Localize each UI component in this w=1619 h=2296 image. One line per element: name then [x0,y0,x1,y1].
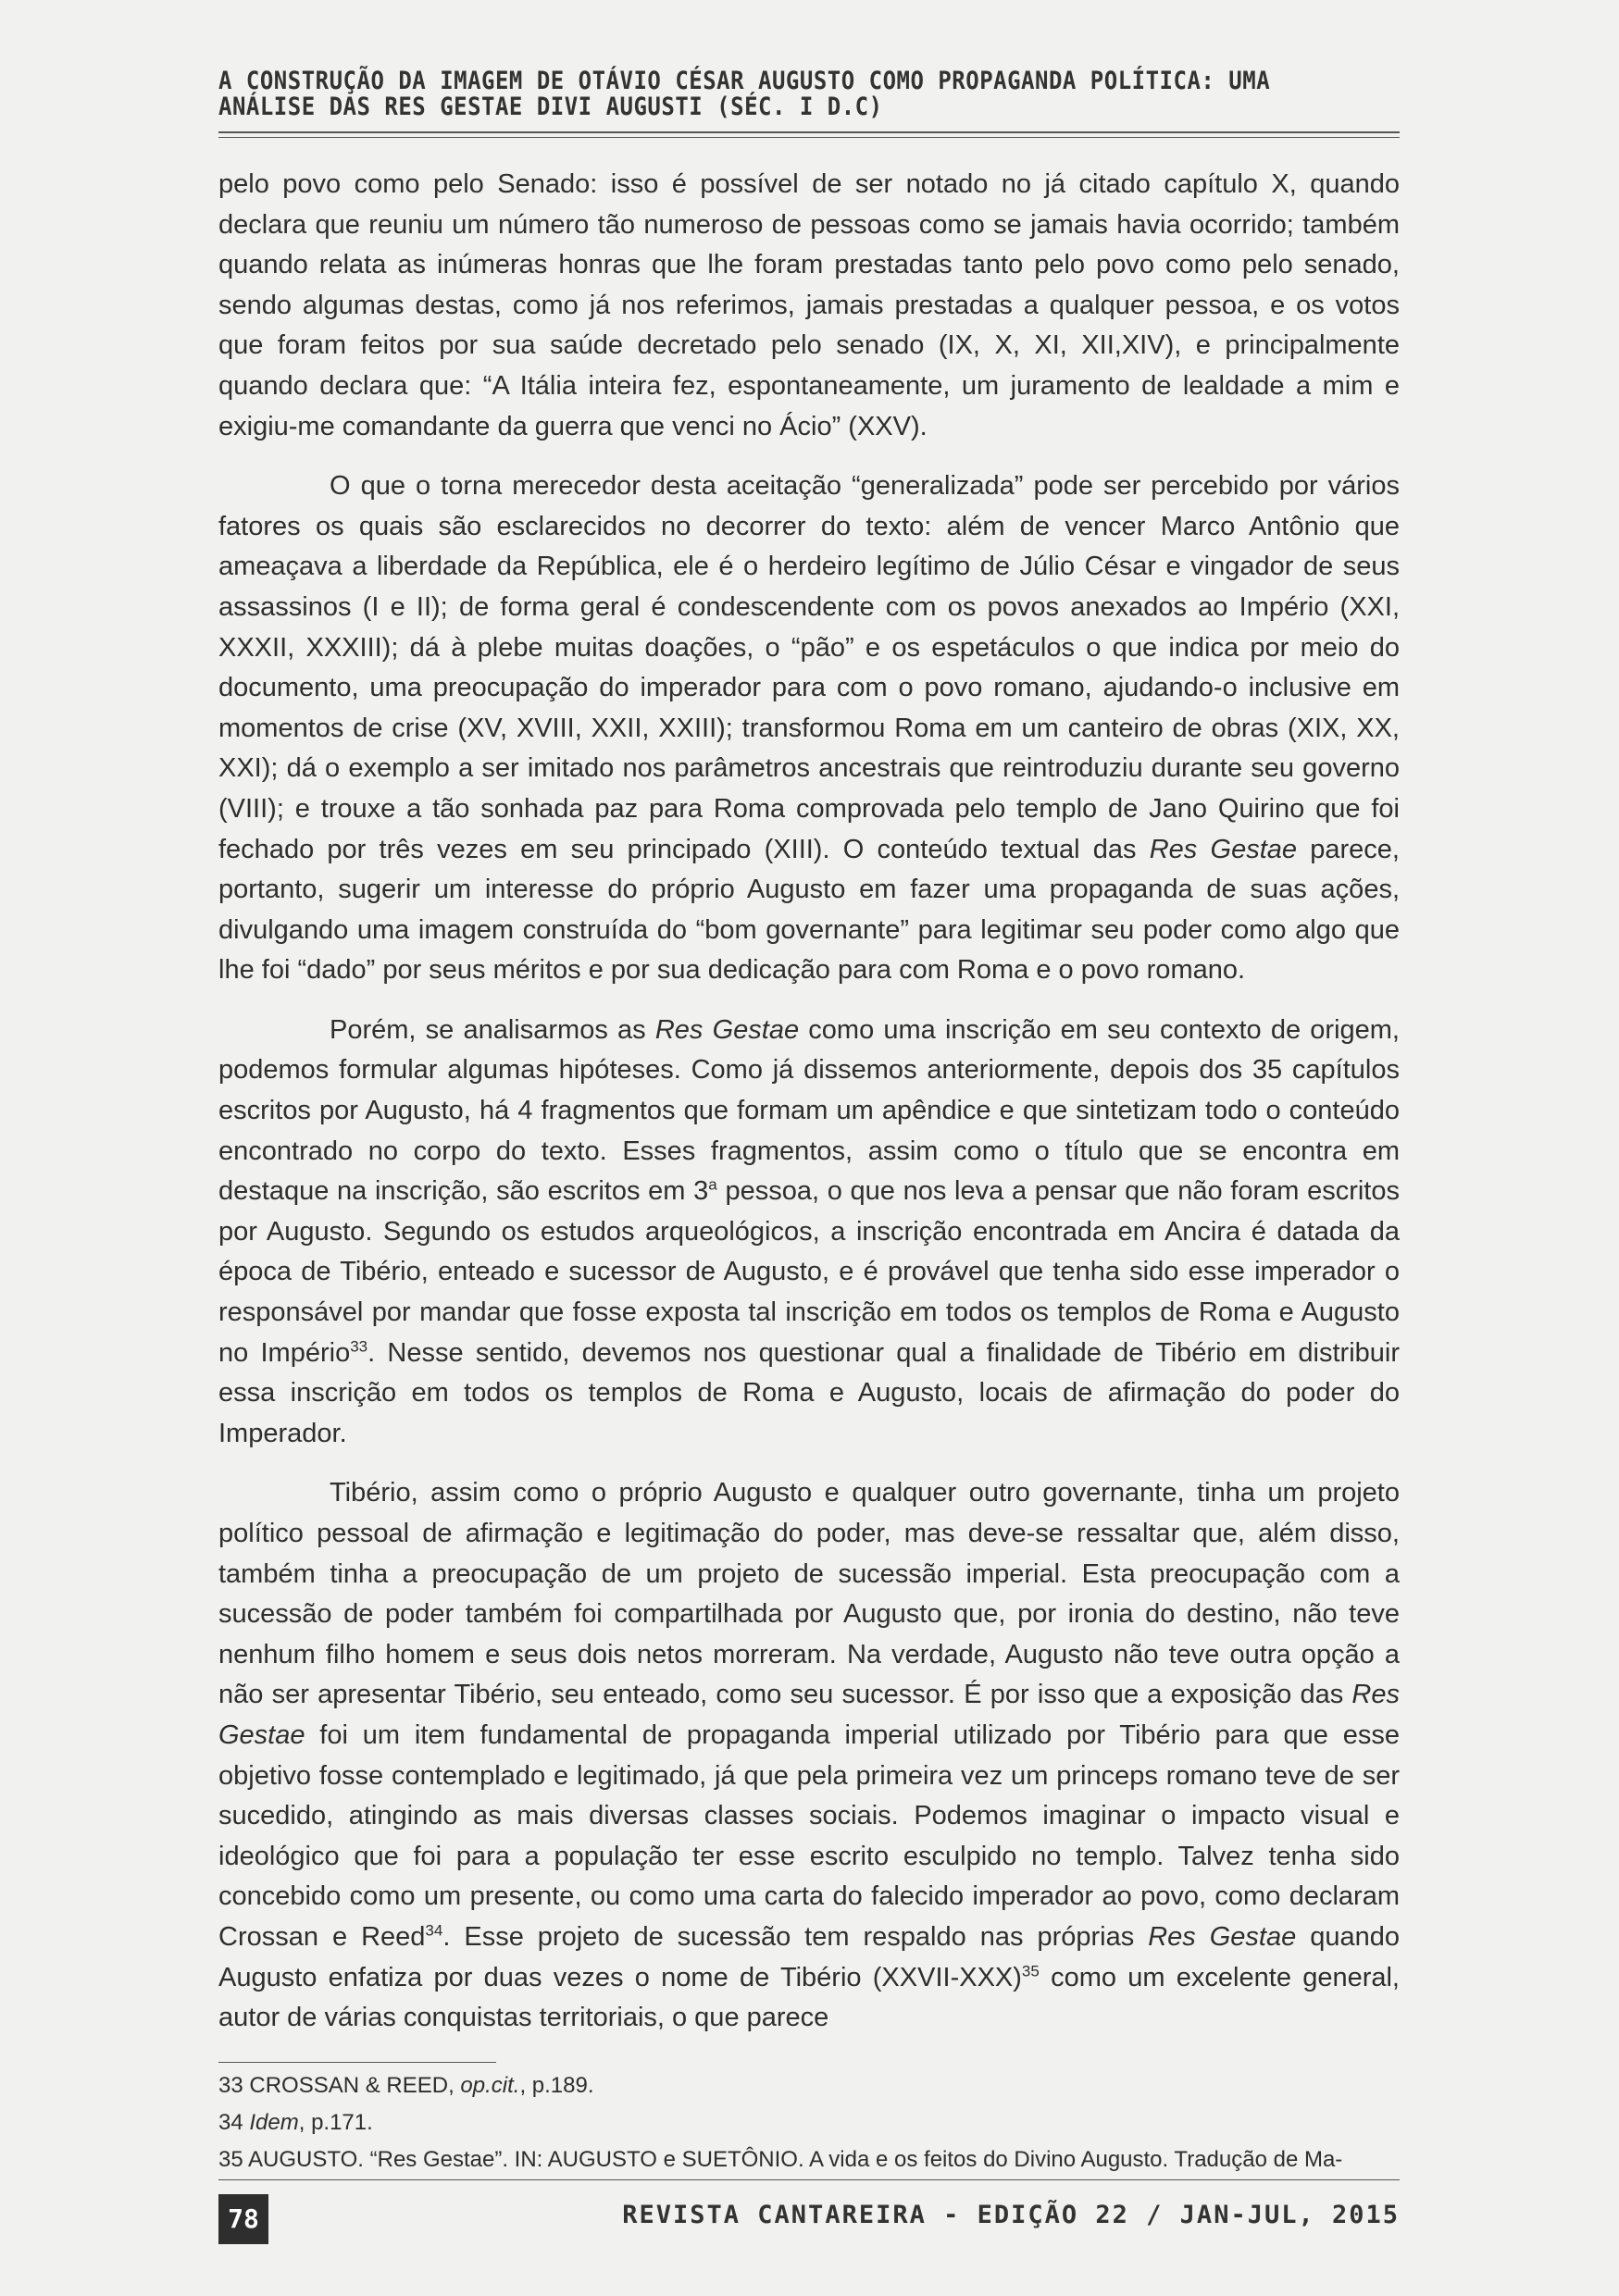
footnote-35: 35 AUGUSTO. “Res Gestae”. IN: AUGUSTO e SUETÔNIO. A vida e os feitos do Divino Augusto. Tradução de Ma- [218,2147,1343,2172]
paragraph-1 [218,165,1400,447]
footnote-33-text-b: , p.189. [519,2073,594,2098]
paragraph-4-text-d: quando Augusto enfatiza por duas vezes o nome de Tibério (XXVII-XXX) [218,1921,1400,1992]
paragraph-3 [218,1011,1400,1455]
footer-rule [218,2179,1400,2180]
footnotes [218,2067,1400,2178]
ordinal-superscript: a [708,1175,717,1194]
paragraph-3-text-b: como uma inscrição em seu contexto de origem, podemos formular algumas hipóteses. Como já dissemos anteriormente, depois dos 35 capítulos escritos por Augusto, há 4 fragmentos que formam um apêndice e que sintetizam todo o conteúdo encontrado no corpo do texto. Esses fragmentos, assim como o título que se encontra em destaque na inscrição, são escritos em 3 [218,1014,1400,1207]
running-header-line-1: A CONSTRUÇÃO DA IMAGEM DE OTÁVIO CÉSAR AUGUSTO COMO PROPAGANDA POLÍTICA: UMA [218,67,1271,95]
italic-res-gestae: Res Gestae [1149,834,1298,864]
italic-res-gestae: Res Gestae [1148,1921,1297,1952]
footnote-33-italic: op.cit. [460,2073,520,2098]
article-body [218,165,1400,2039]
paragraph-4 [218,1473,1400,2038]
italic-res-gestae: Res Gestae [218,1680,1400,1750]
footnote-separator [218,2062,496,2063]
paragraph-2-text-a: O que o torna merecedor desta aceitação “generalizada” pode ser percebido por vários fatores os quais são esclarecidos no decorrer do texto: além de vencer Marco Antônio que ameaçava a liberdade da República, ele é o herdeiro legítimo de Júlio César e vingador de seus assassinos (I e II); de forma geral é condescendente com os povos anexados ao Império (XXI, XXXII, XXXIII); dá à plebe muitas doações, o “pão” e os espetáculos o que indica por meio do documento, uma preocupação do imperador para com o povo romano, ajudando-o inclusive em momentos de crise (XV, XVIII, XXII, XXIII); transformou Roma em um canteiro de obras (XIX, XX, XXI); dá o exemplo a ser imitado nos parâmetros ancestrais que reintroduziu durante seu governo (VIII); e trouxe a tão sonhada paz para Roma comprovada pelo templo de Jano Quirino que foi fechado por três vezes em seu principado (XIII). O conteúdo textual das [218,471,1400,864]
paragraph-3-text-a: Porém, se analisarmos as [330,1014,655,1045]
footnote-34-italic: Idem [249,2110,299,2135]
footnote-34-text-a: 34 [218,2110,250,2135]
paragraph-4-text-a: Tibério, assim como o próprio Augusto e qualquer outro governante, tinha um projeto político pessoal de afirmação e legitimação do poder, mas deve-se ressaltar que, além disso, também tinha a preocupação de um projeto de sucessão imperial. Esta preocupação com a sucessão de poder também foi compartilhada por Augusto que, por ironia do destino, não teve nenhum filho homem e seus dois netos morreram. Na verdade, Augusto não teve outra opção a não ser apresentar Tibério, seu enteado, como seu sucessor. É por isso que a exposição das [218,1478,1400,1710]
paragraph-3-text-d: . Nesse sentido, devemos nos questionar qual a finalidade de Tibério em distribuir essa inscrição em todos os templos de Roma e Augusto, locais de afirmação do poder do Imperador. [218,1337,1400,1448]
footnote-34 [218,2104,1400,2141]
journal-edition: REVISTA CANTAREIRA - EDIÇÃO 22 / JAN-JUL, 2015 [622,2201,1400,2229]
running-header-line-2: ANÁLISE DAS RES GESTAE DIVI AUGUSTI (SÉC. I D.C) [218,93,883,121]
paragraph-1-text: pelo povo como pelo Senado: isso é possível de ser notado no já citado capítulo X, quando declara que reuniu um número tão numeroso de pessoas como se jamais havia ocorrido; também quando relata as inúmeras honras que lhe foram prestadas tanto pelo povo como pelo senado, sendo algumas destas, como já nos referimos, jamais prestadas a qualquer pessoa, e os votos que foram feitos por sua saúde decretado pelo senado (IX, X, XI, XII,XIV), e principalmente quando declara que: “A Itália inteira fez, espontaneamente, um juramento de lealdade a mim e exigiu-me comandante da guerra que venci no Ácio” (XXV). [218,169,1400,441]
footnote-ref-33[interactable]: 33 [350,1336,368,1355]
italic-res-gestae: Res Gestae [654,1014,800,1045]
footnote-33 [218,2067,1400,2104]
paragraph-4-text-c: . Esse projeto de sucessão tem respaldo nas próprias [442,1921,1149,1952]
footnote-ref-35[interactable]: 35 [1021,1961,1040,1980]
footnote-ref-34[interactable]: 34 [425,1921,443,1940]
paragraph-3-text-c: pessoa, o que nos leva a pensar que não foram escritos por Augusto. Segundo os estudos arqueológicos, a inscrição encontrada em Ancira é datada da época de Tibério, enteado e sucessor de Augusto, e é provável que tenha sido esse imperador o responsável por mandar que fosse exposta tal inscrição em todos os templos de Roma e Augusto no Império [218,1176,1400,1368]
paragraph-2-text-b: parece, portanto, sugerir um interesse do próprio Augusto em fazer uma propaganda de suas ações, divulgando uma imagem construída do “bom governante” para legitimar seu poder como algo que lhe foi “dado” por seus méritos e por sua dedicação para com Roma e o povo romano. [218,834,1400,986]
running-header [218,67,1400,121]
header-rule-thick [218,131,1400,133]
paragraph-2 [218,466,1400,991]
header-rule-thin [218,137,1400,138]
paragraph-4-text-e: como um excelente general, autor de várias conquistas territoriais, o que parece [218,1962,1400,2033]
footnote-34-text-b: , p.171. [298,2110,373,2135]
paragraph-4-text-b: foi um item fundamental de propaganda imperial utilizado por Tibério para que esse objetivo fosse contemplado e legitimado, já que pela primeira vez um princeps romano teve de ser sucedido, atingindo as mais diversas classes sociais. Podemos imaginar o impacto visual e ideológico que foi para a população ter esse escrito esculpido no templo. Talvez tenha sido concebido como um presente, ou como uma carta do falecido imperador ao povo, como declaram Crossan e Reed [218,1719,1400,1952]
footnote-33-text-a: 33 CROSSAN & REED, [218,2073,461,2098]
page-number: 78 [218,2194,268,2244]
